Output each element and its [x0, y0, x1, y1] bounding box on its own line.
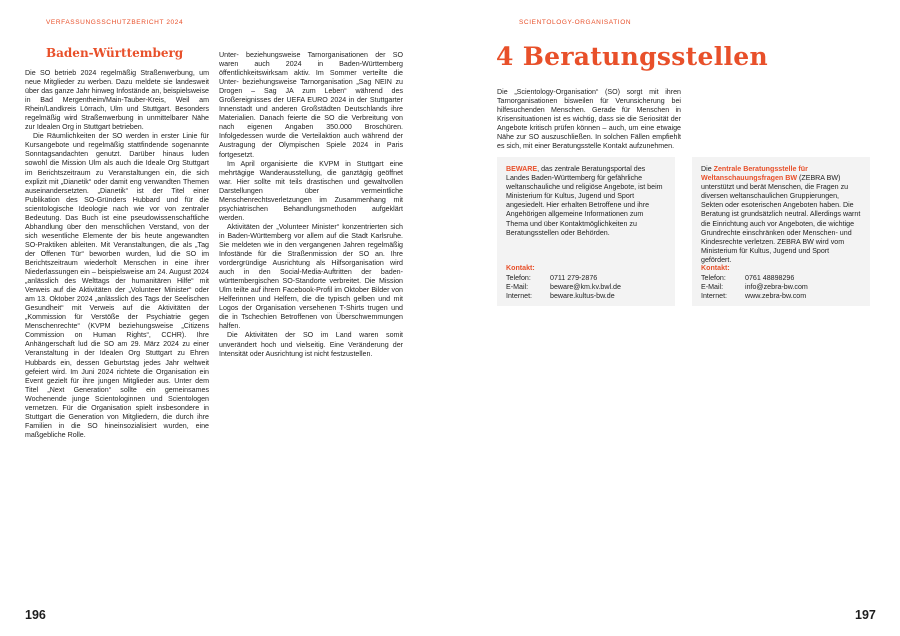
contact-row-email [701, 283, 871, 292]
section-title: Baden-Württemberg [46, 46, 184, 60]
contact-email-link[interactable]: beware@km.kv.bwl.de [550, 283, 621, 292]
paragraph: Die Räumlichkeiten der SO werden in erster Linie für Kursangebote und regelmäßig stattfindende sogenannte Sonntagsandachten genutzt. Darüber hinaus luden sowohl die Mission Ulm als auch die Ideale Org Stuttgart im Berichtszeitraum zu Veranstaltungen ein, die sich explizit mit „Dianetik“ oder damit eng verwandten Themen auseinandersetzten. „Dianetik“ ist der Titel einer Publikation des SO-Gründers Hubbard und für die scientologische Ideologie nach wie vor von zentraler Bedeutung. Das Buch ist eine pseudowissenschaftliche Abhandlung über den menschlichen Verstand, von der sich wesentliche Elemente der bis heute angewandten SO-Praktiken ableiten. Mit Veranstaltungen, die als „Tag der Offenen Tür“ beworben wurden, lud die SO im Berichtszeitraum wiederholt Menschen in eine ihrer Niederlassungen ein – beispielsweise am 24. August 2024 „anlässlich des Welttags der humanitären Hilfe“ mit Verweis auf die Aktivitäten der „Volunteer Minister“ oder am 13. Oktober 2024 „anlässlich des Tags der Seelischen Gesundheit“ mit Verweis auf die Aktivitäten der „Kommission für Verstöße der Psychiatrie gegen Menschenrechte“ (KVPM beziehungsweise „Citizens Commission on Human Rights“, CCHR). Ihre Anhängerschaft lud die SO am 29. März 2024 zu einer Veranstaltung in der Idealen Org Stuttgart zu Ehren Hubbards ein, dessen Geburtstag jedes Jahr weltweit gefeiert wird. Im Juni 2024 richtete die Organisation ein Event gezielt für ihre jungen Mitglieder aus. Unter dem Titel „Next Generation“ sollte ein gemeinsames Wochenende junge Scientologinnen und Scientologen vernetzen. Für die Organisation spielt insbesondere in Stuttgart die Generation von Mitgliedern, die durch ihre Familien in die SO hineinsozialisiert wurden, eine maßgebliche Rolle. [25, 132, 209, 439]
contact-label: Internet: [506, 292, 533, 301]
contact-label: E-Mail: [506, 283, 529, 292]
contact-label: Telefon: [506, 274, 531, 283]
beware-box [497, 157, 675, 306]
contact-phone: 0761 48898296 [745, 274, 795, 283]
left-column-2 [219, 51, 403, 359]
box-org-name: BEWARE [506, 165, 538, 173]
contact-web-link[interactable]: beware.kultus-bw.de [550, 292, 615, 301]
left-column-1 [25, 69, 209, 440]
page-number-right: 197 [855, 608, 876, 622]
box-org-name: Zentrale Beratungsstelle für Weltanschauungsfragen BW [701, 165, 808, 183]
contact-label: E-Mail: [701, 283, 724, 292]
contact-row-web [506, 292, 676, 301]
paragraph: Aktivitäten der „Volunteer Minister“ konzentrierten sich in Baden-Württemberg vor allem auf die Stadt Karlsruhe. Sie meldeten wie in den vergangenen Jahren regelmäßig Infostände für die Straßenmission der SO an. Ihre vordergründige Ausrichtung als Hilfsorganisation wird auch in den Social-Media-Auftritten der baden-württembergischen SO-Standorte verbreitet. Die Mission Ulm teilte auf ihrem Facebook-Profil im Oktober Bilder von Helferinnen und Helfern, die die typisch gelben und mit Logos der Organisation versehenen T-Shirts trugen und die in Tschechien Betroffenen von Überschwemmungen halfen. [219, 222, 403, 331]
contact-label: Telefon: [701, 274, 726, 283]
box-description [506, 165, 666, 238]
contact-title: Kontakt: [506, 264, 535, 272]
contact-phone: 0711 279-2876 [550, 274, 598, 283]
contact-email-link[interactable]: info@zebra-bw.com [745, 283, 808, 292]
box-text: , das zentrale Beratungsportal des Landes Baden-Württemberg für gefährliche weltanschauliche und religiöse Angebote, ist beim Ministerium für Kultus, Jugend und Sport angesiedelt. Hier erhalten Betroffene und ihre Angehörigen allgemeine Informationen zum Thema und über Kontaktmöglichkeiten zu Beratungsstellen oder Behörden. [506, 165, 663, 237]
zebra-box [692, 157, 870, 306]
contact-row-web [701, 292, 871, 301]
paragraph: Die „Scientology-Organisation“ (SO) sorgt mit ihren Tarnorganisationen bisweilen für Verunsicherung bei hilfesuchenden Menschen. Gerade für Menschen in Krisensituationen ist es wichtig, dass sie die Seriosität der Angebote kritisch prüfen können – auch, um eine etwaige Nähe zur SO auszuschließen. In solchen Fällen empfiehlt es sich, mit einer Beratungsstelle Kontakt aufzunehmen. [497, 88, 681, 151]
box-text: (ZEBRA BW) unterstützt und berät Menschen, die Fragen zu diversen weltanschaulichen Gruppierungen, Sekten oder esoterischen Angeboten haben. Die Beratung ist grundsätzlich neutral. Allerdings warnt die Einrichtung auch vor Angeboten, die wichtige Grundrechte einschränken oder Menschen- und Kindesrechte verletzen. ZEBRA BW wird vom Ministerium für Kultus, Jugend und Sport gefördert. [701, 174, 861, 264]
contact-label: Internet: [701, 292, 728, 301]
contact-block [701, 264, 871, 301]
contact-row-phone [506, 274, 676, 283]
contact-title: Kontakt: [701, 264, 730, 272]
running-header-right: SCIENTOLOGY-ORGANISATION [519, 19, 632, 26]
box-description [701, 165, 861, 265]
contact-row-email [506, 283, 676, 292]
contact-row-phone [701, 274, 871, 283]
paragraph: Die SO betrieb 2024 regelmäßig Straßenwerbung, um neue Mitglieder zu werben. Dazu meldete sie landesweit über das ganze Jahr hinweg Infostände an, beispielsweise in Bad Mergentheim/Main-Tauber-Kreis, Weil am Rhein/Landkreis Lörrach, Ulm und Stuttgart. Besonders regelmäßig wird Straßenwerbung in unmittelbarer Nähe zur Idealen Org in Stuttgart betrieben. [25, 69, 209, 132]
intro-text [497, 88, 681, 151]
contact-web-link[interactable]: www.zebra-bw.com [745, 292, 807, 301]
box-prefix: Die [701, 165, 714, 173]
page-number-left: 196 [25, 608, 46, 622]
chapter-title: 4 Beratungsstellen [496, 42, 768, 71]
paragraph: Im April organisierte die KVPM in Stuttgart eine mehrtägige Wanderausstellung, die ganztägig geöffnet war. Hier sollte mit teils drastischen und gewaltvollen Darstellungen über vermeintliche Menschenrechtsverletzungen im Zusammenhang mit psychiatrischen Behandlungsmethoden aufgeklärt werden. [219, 159, 403, 222]
paragraph: Unter- beziehungsweise Tarnorganisationen der SO waren auch 2024 in Baden-Württemberg öffentlichkeitswirksam aktiv. Im Sommer verteilte die Unter- beziehungsweise Tarnorganisation „Sag NEIN zu Drogen – Sag JA zum Leben“ während des Großereignisses der UEFA EURO 2024 in der Stuttgarter Innenstadt und anderen Großstädten Deutschlands ihre Materialien. Danach feierte die SO die Verbreitung von nach eigenen Angaben 350.000 Broschüren. Infolgedessen wurde die Verteilaktion auch während der Austragung der Olympischen Spiele 2024 in Paris fortgesetzt. [219, 51, 403, 159]
paragraph: Die Aktivitäten der SO im Land waren somit unverändert hoch und vielseitig. Eine Veränderung der Intensität oder Ausrichtung ist nicht festzustellen. [219, 331, 403, 358]
running-header-left: VERFASSUNGSSCHUTZBERICHT 2024 [46, 19, 184, 26]
contact-block [506, 264, 676, 301]
